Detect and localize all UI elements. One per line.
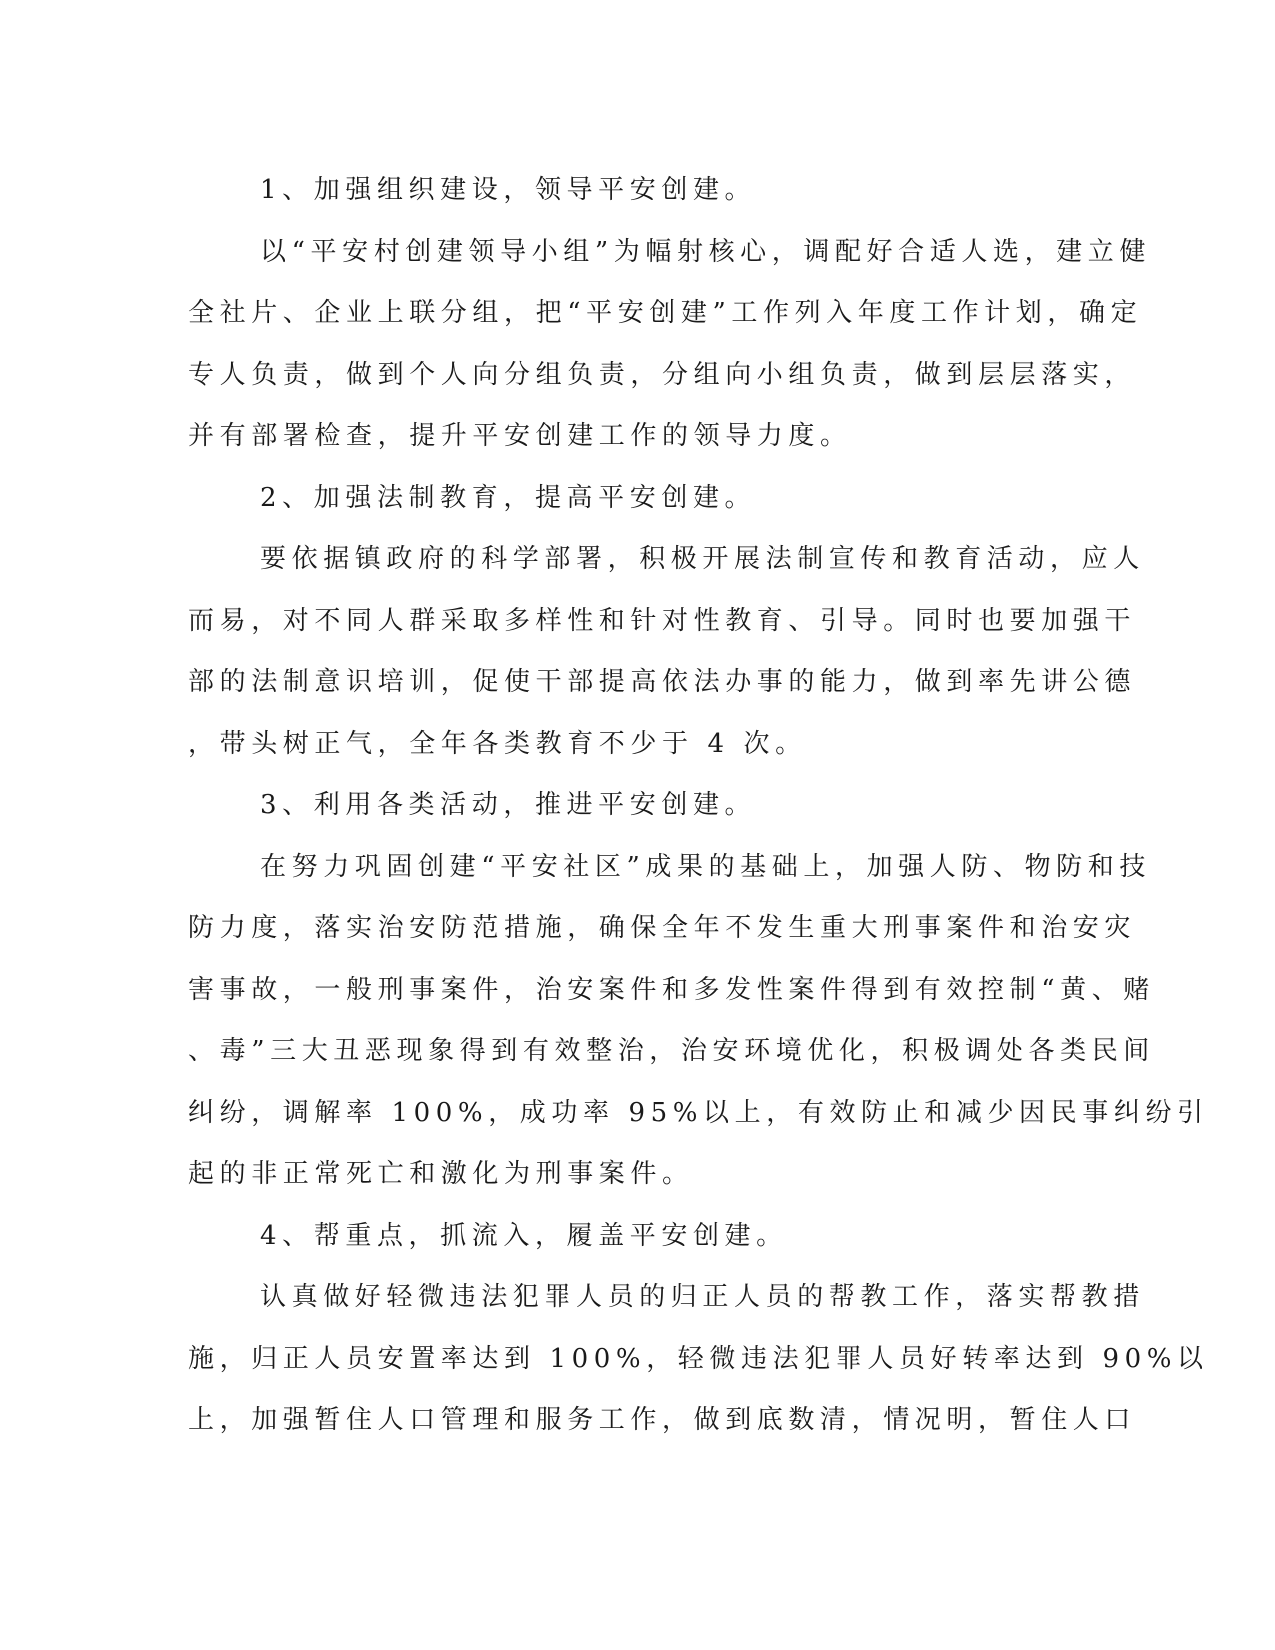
text-line: 而易，对不同人群采取多样性和针对性教育、引导。同时也要加强干 — [188, 605, 1137, 636]
text-line: 起的非正常死亡和激化为刑事案件。 — [188, 1159, 694, 1189]
text-line: ，带头树正气，全年各类教育不少于 4 次。 — [188, 728, 807, 759]
text-line: 、毒”三大丑恶现象得到有效整治，治安环境优化，积极调处各类民间 — [188, 1036, 1155, 1066]
text-line: 1、加强组织建设，领导平安创建。 — [260, 175, 757, 205]
document-body — [188, 160, 1209, 1452]
text-line: 施，归正人员安置率达到 100%，轻微违法犯罪人员好转率达到 90%以 — [188, 1343, 1209, 1374]
text-line: 专人负责，做到个人向分组负责，分组向小组负责，做到层层落实， — [188, 359, 1137, 390]
text-line: 4、帮重点，抓流入，履盖平安创建。 — [260, 1220, 788, 1251]
text-line: 上，加强暂住人口管理和服务工作，做到底数清，情况明，暂住人口 — [188, 1405, 1137, 1435]
text-line: 要依据镇政府的科学部署，积极开展法制宣传和教育活动，应人 — [260, 544, 1145, 574]
text-line: 并有部署检查，提升平安创建工作的领导力度。 — [188, 421, 852, 451]
text-line: 防力度，落实治安防范措施，确保全年不发生重大刑事案件和治安灾 — [188, 913, 1137, 943]
text-line: 认真做好轻微违法犯罪人员的归正人员的帮教工作，落实帮教措 — [260, 1282, 1145, 1312]
text-line: 纠纷，调解率 100%，成功率 95%以上，有效防止和减少因民事纠纷引 — [188, 1097, 1209, 1128]
text-line: 以“平安村创建领导小组”为幅射核心，调配好合适人选，建立健 — [260, 236, 1151, 267]
text-line: 全社片、企业上联分组，把“平安创建”工作列入年度工作计划，确定 — [188, 298, 1143, 328]
text-line: 部的法制意识培训，促使干部提高依法办事的能力，做到率先讲公德 — [188, 667, 1137, 697]
text-line: 2、加强法制教育，提高平安创建。 — [260, 482, 757, 513]
text-line: 在努力巩固创建“平安社区”成果的基础上，加强人防、物防和技 — [260, 851, 1151, 882]
text-line: 3、利用各类活动，推进平安创建。 — [260, 790, 757, 820]
text-line: 害事故，一般刑事案件，治安案件和多发性案件得到有效控制“黄、赌 — [188, 974, 1155, 1005]
